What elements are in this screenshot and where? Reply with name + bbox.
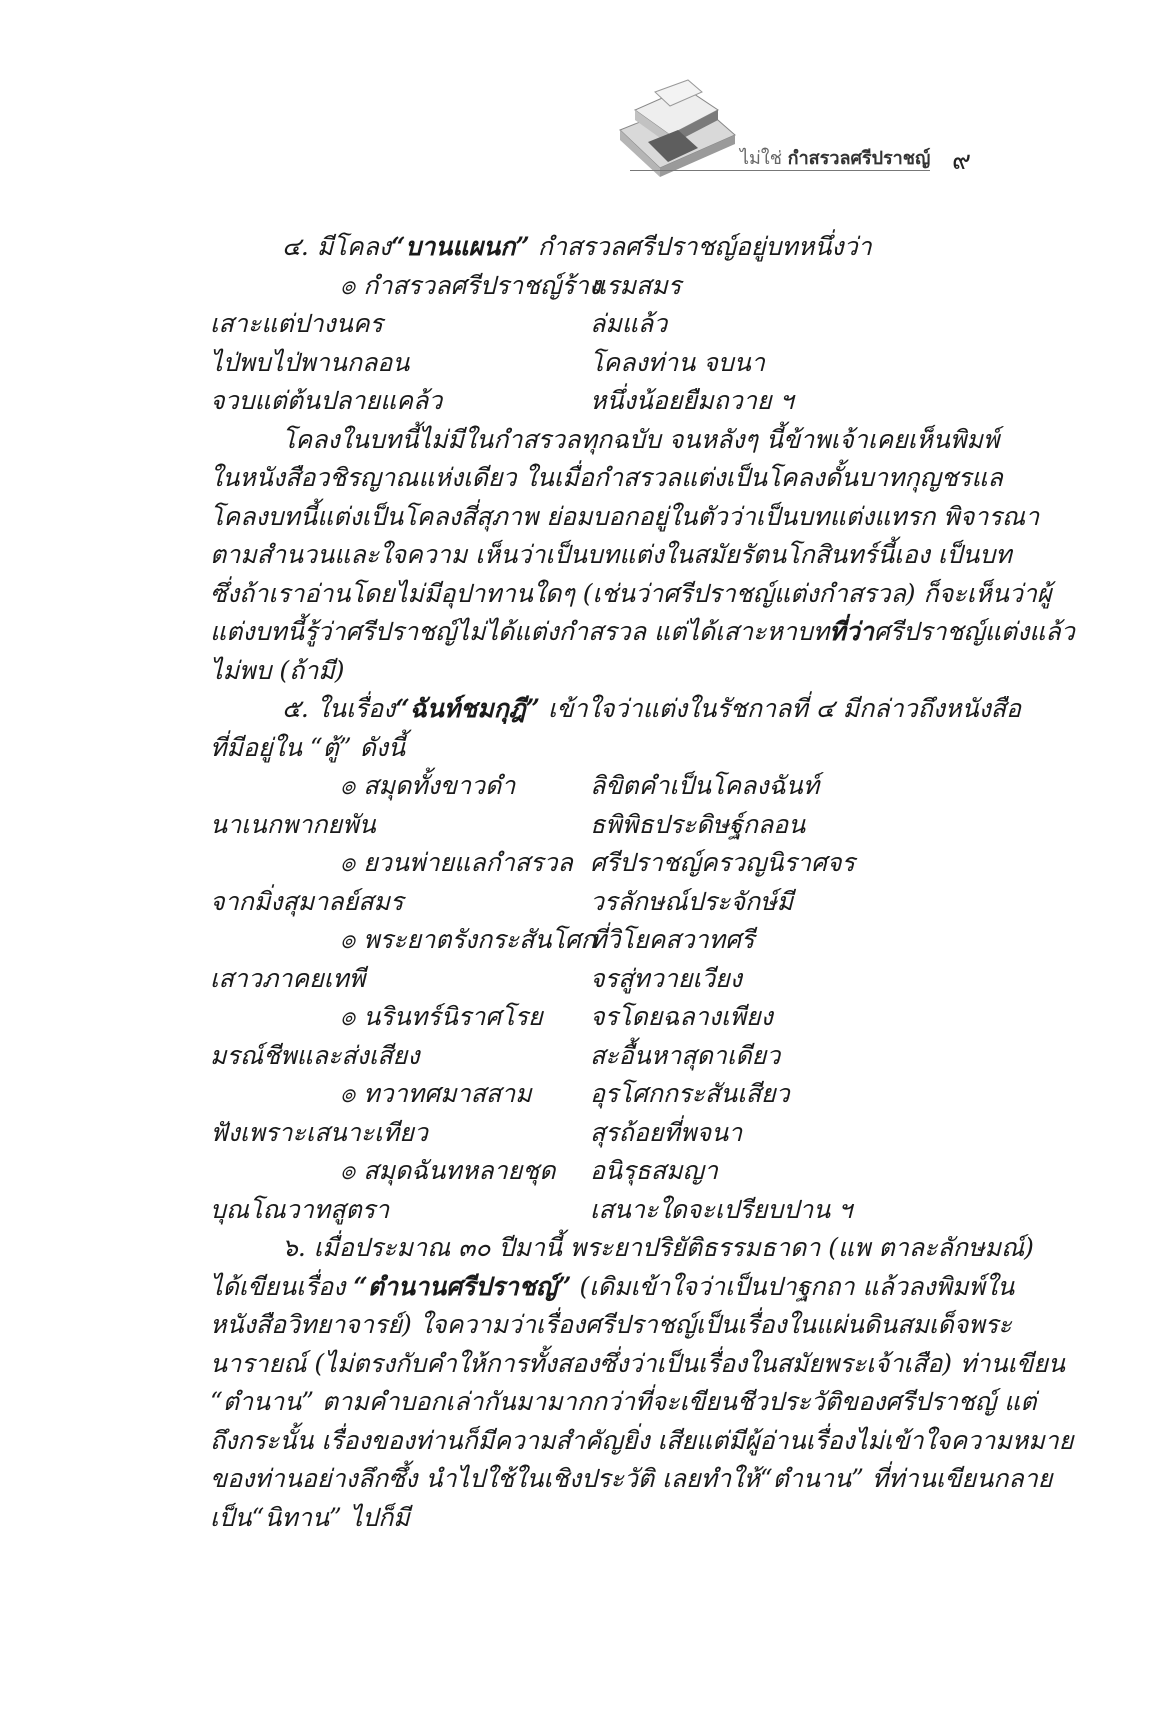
work-title: “ตำนานศรีปราชญ์”	[353, 1271, 572, 1301]
poem-hemistich-1: ๏ กำสรวลศรีปราชญ์ร้าง	[340, 270, 601, 300]
poem-hemistich-2: หนึ่งน้อยยืมถวาย ฯ	[590, 386, 794, 415]
poem-hemistich-1: ๏ ทวาทศมาสสาม	[340, 1079, 532, 1108]
item-4-heading	[210, 228, 975, 267]
running-title-main: กำสรวลศรีปราชญ์	[787, 148, 931, 169]
paragraph-line: โคลงในบทนี้ไม่มีในกำสรวลทุกฉบับ จนหลังๆ นี้ข้าพเจ้าเคยเห็นพิมพ์	[282, 424, 1000, 454]
poem-hemistich-1: ไป่พบไป่พานกลอน	[210, 347, 410, 377]
paragraph-line: ถึงกระนั้น เรื่องของท่านก็มีความสำคัญยิ่ง เสียแต่มีผู้อ่านเรื่องไม่เข้าใจความหมาย	[210, 1425, 1074, 1455]
poem-hemistich-1: บุณโณวาทสูตรา	[210, 1194, 390, 1224]
text-run: กำสรวลศรีปราชญ์อยู่บทหนึ่งว่า	[537, 232, 872, 261]
poem-hemistich-2: สุรถ้อยที่พจนา	[590, 1117, 743, 1147]
poem-line	[210, 998, 975, 1037]
paragraph-line	[210, 1268, 1015, 1307]
poem-hemistich-2: โคลงท่าน จบนา	[590, 347, 765, 377]
paragraph-line: ที่มีอยู่ใน “ตู้” ดังนี้	[210, 732, 406, 762]
poem-hemistich-2: จรสู่ทวายเวียง	[590, 963, 742, 993]
poem-line	[210, 382, 975, 421]
text-run: (เดิมเข้าใจว่าเป็นปาฐกถา แล้วลงพิมพ์ใน	[579, 1271, 1015, 1301]
item-5-heading	[210, 690, 1022, 729]
page-number: ๙	[952, 146, 972, 176]
text-run: ได้เขียนเรื่อง	[210, 1271, 346, 1301]
poem-line	[210, 1152, 975, 1191]
paragraph-line: เป็น“นิทาน” ไปก็มี	[210, 1502, 410, 1532]
paragraph-line: ของท่านอย่างลึกซึ้ง นำไปใช้ในเชิงประวัติ เลยทำให้“ตำนาน” ที่ท่านเขียนกลาย	[210, 1464, 1053, 1493]
paragraph-line: ในหนังสือวชิรญาณแห่งเดียว ในเมื่อกำสรวลแต่งเป็นโคลงดั้นบาทกุญชรแล	[210, 463, 1003, 492]
poem-hemistich-1: ฟังเพราะเสนาะเทียว	[210, 1117, 428, 1147]
poem-hemistich-1: จวบแต่ต้นปลายแคล้ว	[210, 386, 443, 415]
poem-hemistich-2: อนิรุธสมญา	[590, 1156, 718, 1185]
poem-hemistich-1: ๏ สมุดทั้งขาวดำ	[340, 771, 516, 800]
poem-hemistich-1: ๏ พระยาตรังกระสันโศก	[340, 925, 596, 954]
poem-line	[210, 844, 975, 883]
poem-line	[210, 883, 975, 922]
paragraph-line: ไม่พบ (ถ้ามี)	[210, 655, 345, 685]
paragraph-line: ซึ่งถ้าเราอ่านโดยไม่มีอุปาทานใดๆ (เช่นว่าศรีปราชญ์แต่งกำสรวล) ก็จะเห็นว่าผู้	[210, 578, 1052, 608]
item-number: ๔.	[282, 232, 309, 261]
paragraph-line: นารายณ์ (ไม่ตรงกับคำให้การทั้งสองซึ่งว่าเป็นเรื่องในสมัยพระเจ้าเสือ) ท่านเขียน	[210, 1348, 1065, 1378]
poem-title: “ฉันท์ชมกุฎี”	[395, 694, 541, 723]
poem-line	[210, 921, 975, 960]
poem-line	[210, 1191, 975, 1230]
poem-hemistich-2: ลิขิตคำเป็นโคลงฉันท์	[590, 771, 820, 800]
poem-line	[210, 344, 975, 383]
paragraph-line: หนังสือวิทยาจารย์) ใจความว่าเรื่องศรีปราชญ์เป็นเรื่องในแผ่นดินสมเด็จพระ	[210, 1310, 1012, 1339]
poem-hemistich-2: อุรโศกกระสันเสียว	[590, 1079, 790, 1108]
poem-hemistich-1: มรณ์ชีพและส่งเสียง	[210, 1040, 420, 1070]
poem-hemistich-2: วรลักษณ์ประจักษ์มี	[590, 886, 794, 916]
poem-hemistich-2: จรโดยฉลางเพียง	[590, 1002, 773, 1031]
paragraph-line: ตามสำนวนและใจความ เห็นว่าเป็นบทแต่งในสมัยรัตนโกสินทร์นี้เอง เป็นบท	[210, 540, 1012, 569]
poem-line	[210, 1075, 975, 1114]
poem-hemistich-2: ที่วิโยคสวาทศรี	[590, 925, 755, 954]
poem-hemistich-1: ๏ สมุดฉันทหลายชุด	[340, 1156, 556, 1185]
item-number: ๕.	[282, 694, 309, 723]
paragraph-line	[210, 613, 1075, 652]
poem-hemistich-1: เสาวภาคยเทพี	[210, 963, 366, 993]
item-6-heading: ๖. เมื่อประมาณ ๓๐ ปีมานี้ พระยาปริยัติธรรมธาดา (แพ ตาละลักษมณ์)	[282, 1233, 1034, 1262]
poem-hemistich-2: ล่มแล้ว	[590, 309, 668, 338]
poem-line	[210, 960, 975, 999]
poem-hemistich-2: สะอื้นหาสุดาเดียว	[590, 1040, 781, 1070]
running-header	[600, 80, 980, 190]
poem-hemistich-1: จากมิ่งสุมาลย์สมร	[210, 886, 404, 916]
text-run: ในเรื่อง	[316, 694, 396, 723]
text-run: เข้าใจว่าแต่งในรัชกาลที่ ๔ มีกล่าวถึงหนังสือ	[548, 694, 1022, 723]
poem-hemistich-1: เสาะแต่ปางนคร	[210, 309, 383, 338]
poem-line	[210, 267, 975, 306]
poem-hemistich-1: นาเนกพากยพัน	[210, 809, 376, 839]
running-title	[740, 143, 930, 172]
poem-hemistich-2: ศรีปราชญ์ครวญนิราศจร	[590, 848, 855, 877]
text-run: แต่งบทนี้รู้ว่าศรีปราชญ์ไม่ได้แต่งกำสรวล แต่ได้เสาะหาบท	[210, 617, 830, 646]
poem-line	[210, 1114, 975, 1153]
poem-line	[210, 305, 975, 344]
books-illustration-icon	[600, 80, 750, 180]
paragraph-line: “ตำนาน” ตามคำบอกเล่ากันมามากกว่าที่จะเขียนชีวประวัติของศรีปราชญ์ แต่	[210, 1387, 1037, 1416]
page-body	[210, 228, 1075, 1537]
emphasis-text: ที่ว่า	[829, 617, 874, 646]
poem-hemistich-1: ๏ นรินทร์นิราศโรย	[340, 1002, 543, 1031]
poem-title: “บานแผนก”	[391, 232, 530, 261]
text-run: ศรีปราชญ์แต่งแล้ว	[873, 617, 1075, 646]
poem-hemistich-2: แรมสมร	[590, 270, 682, 300]
text-run: มีโคลง	[316, 232, 391, 261]
poem-line	[210, 1037, 975, 1076]
poem-hemistich-2: ธพิพิธประดิษฐ์กลอน	[590, 809, 806, 839]
paragraph-line: โคลงบทนี้แต่งเป็นโคลงสี่สุภาพ ย่อมบอกอยู่ในตัวว่าเป็นบทแต่งแทรก พิจารณา	[210, 501, 1040, 531]
poem-line	[210, 767, 975, 806]
poem-hemistich-2: เสนาะใดจะเปรียบปาน ฯ	[590, 1194, 853, 1224]
poem-line	[210, 806, 975, 845]
poem-hemistich-1: ๏ ยวนพ่ายแลกำสรวล	[340, 848, 573, 877]
running-title-prefix: ไม่ใช่	[740, 148, 782, 169]
